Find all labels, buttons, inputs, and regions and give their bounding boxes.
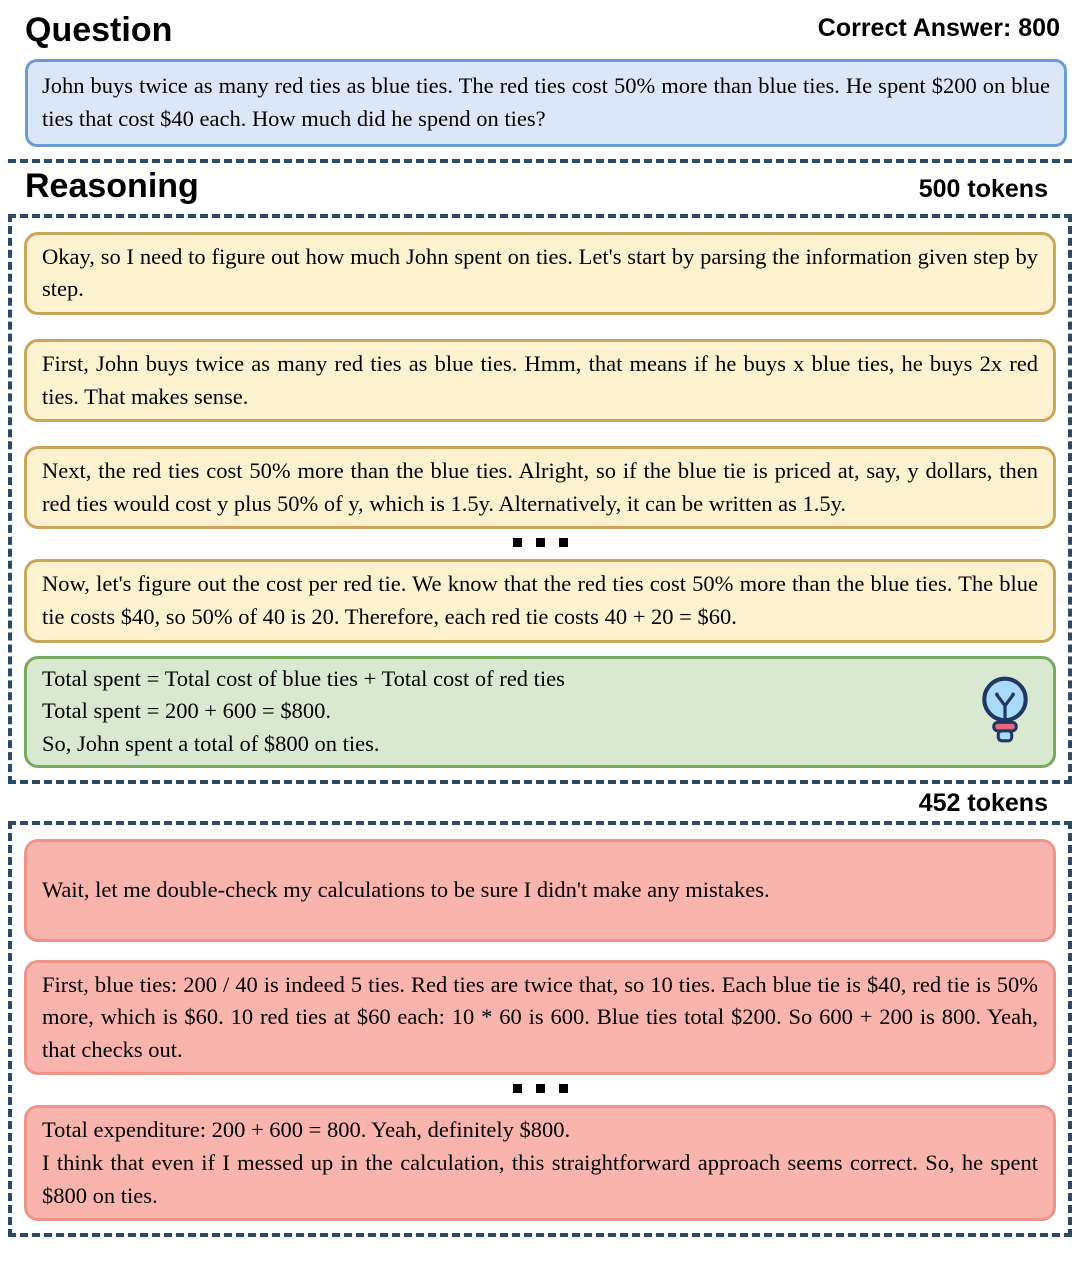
ellipsis-dot xyxy=(513,538,522,547)
reasoning-top-separator xyxy=(8,159,1072,163)
reasoning-step: Next, the red ties cost 50% more than the blue ties. Alright, so if the blue tie is priced at, say, y dollars, then red ties would cost y plus 50% of y, which is 1.5y. Alternatively, it can be written as 1.5y. xyxy=(24,446,1056,529)
ellipsis-dot xyxy=(559,1084,568,1093)
conclusion-line: Total spent = Total cost of blue ties + Total cost of red ties xyxy=(42,665,565,691)
reasoning-step: Now, let's figure out the cost per red tie. We know that the red ties cost 50% more than the blue ties. The blue tie costs $40, so 50% of 40 is 20. Therefore, each red tie costs 40 + 20 = $60. xyxy=(24,559,1056,642)
verification-container xyxy=(8,821,1072,1238)
conclusion-line: So, John spent a total of $800 on ties. xyxy=(42,730,380,756)
verification-token-row xyxy=(0,789,1048,817)
question-box: John buys twice as many red ties as blue ties. The red ties cost 50% more than blue ties. He spent $200 on blue ties that cost $40 each. How much did he spend on ties? xyxy=(25,59,1067,146)
conclusion-line: Total spent = 200 + 600 = $800. xyxy=(42,698,331,724)
question-header-row xyxy=(25,12,1060,49)
reasoning-step: First, John buys twice as many red ties as blue ties. Hmm, that means if he buys x blue ties, he buys 2x red ties. That makes sense. xyxy=(24,339,1056,422)
ellipsis-dot xyxy=(536,1084,545,1093)
verification-step xyxy=(24,839,1056,942)
reasoning-header-row xyxy=(25,168,1048,208)
ellipsis-dot xyxy=(513,1084,522,1093)
verification-step-text: Wait, let me double-check my calculations to be sure I didn't make any mistakes. xyxy=(42,876,770,902)
verification-token-count: 452 tokens xyxy=(918,788,1048,817)
ellipsis-dot xyxy=(559,538,568,547)
ellipsis-reasoning xyxy=(24,529,1056,555)
question-heading: Question xyxy=(25,11,173,49)
verification-conclusion-box xyxy=(24,1105,1056,1221)
lightbulb-icon xyxy=(978,674,1032,750)
correct-answer-label: Correct Answer: 800 xyxy=(817,14,1060,42)
ellipsis-dot xyxy=(536,538,545,547)
reasoning-conclusion-box xyxy=(24,656,1056,768)
reasoning-container xyxy=(8,214,1072,784)
reasoning-conclusion-text xyxy=(42,663,964,761)
reasoning-token-count: 500 tokens xyxy=(918,174,1048,203)
verification-conclusion-line: I think that even if I messed up in the calculation, this straightforward approach seems correct. So, he spent $800 on ties. xyxy=(42,1150,1038,1208)
verification-conclusion-line: Total expenditure: 200 + 600 = 800. Yeah, definitely $800. xyxy=(42,1117,571,1143)
verification-step: First, blue ties: 200 / 40 is indeed 5 ties. Red ties are twice that, so 10 ties. Each blue tie is $40, red tie is 50% more, which is $60. 10 red ties at $60 each: 10 * 60 is 600. Blue ties total $200. So 600 + 200 is 800. Yeah, that checks out. xyxy=(24,960,1056,1076)
reasoning-step: Okay, so I need to figure out how much John spent on ties. Let's start by parsing the information given step by step. xyxy=(24,232,1056,315)
reasoning-heading: Reasoning xyxy=(25,166,199,205)
ellipsis-verification xyxy=(24,1075,1056,1101)
